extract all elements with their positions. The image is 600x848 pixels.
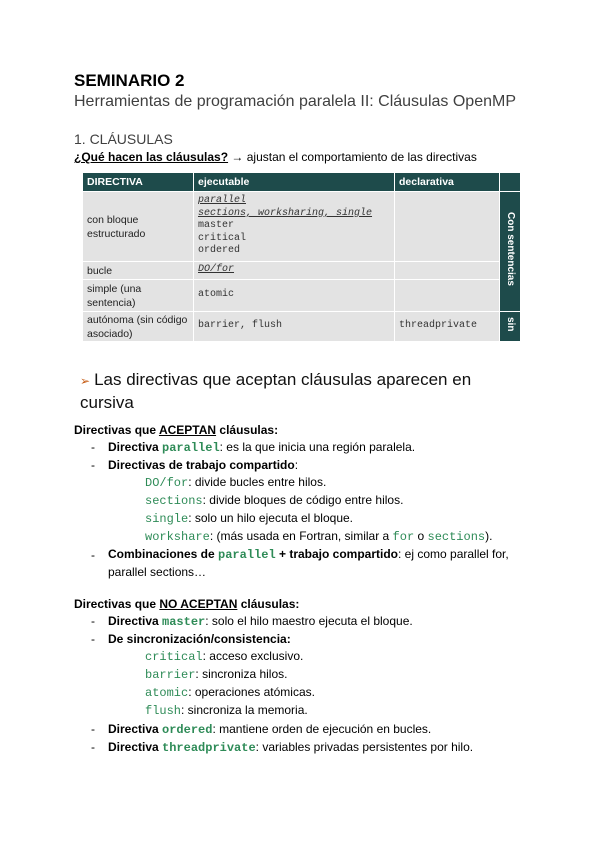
- table-cell-label: simple (una sentencia): [83, 280, 194, 312]
- sub-item-dofor: [145, 474, 326, 492]
- keyword: workshare: [145, 530, 210, 544]
- label-text: Directiva: [108, 440, 163, 454]
- accept-heading: [74, 423, 278, 437]
- list-item-worksharing: [108, 457, 298, 474]
- code-item: sections, worksharing, single: [198, 207, 373, 219]
- table-cell-label: con bloque estructurado: [83, 192, 194, 262]
- table-row: [83, 280, 521, 312]
- table-header-cell: declarativa: [395, 173, 500, 192]
- label-text: Directiva: [108, 722, 163, 736]
- dash-bullet: -: [91, 440, 95, 454]
- table-header-cell: ejecutable: [194, 173, 395, 192]
- label-text: Directiva: [108, 614, 163, 628]
- sub-item-sections: [145, 492, 403, 510]
- table-cell-decl: threadprivate: [395, 312, 500, 342]
- dash-bullet: -: [91, 740, 95, 754]
- table-header-cell: [500, 173, 521, 192]
- label-text: Directiva: [108, 740, 163, 754]
- desc-text: ).: [485, 529, 493, 543]
- dash-bullet: -: [91, 548, 95, 562]
- table-row: [83, 192, 521, 262]
- question-text: ¿Qué hacen las cláusulas?: [74, 150, 229, 164]
- question-answer: → ajustan el comportamiento de las directivas: [228, 150, 477, 164]
- table-cell-exec: [194, 262, 395, 280]
- question-line: [74, 150, 477, 164]
- desc-text: :: [294, 458, 299, 472]
- dash-bullet: -: [91, 632, 95, 646]
- desc-text: : mantiene orden de ejecución en bucles.: [212, 722, 432, 736]
- bullet-text: Las directivas que aceptan cláusulas aparecen en cursiva: [80, 370, 472, 412]
- desc-text: : solo un hilo ejecuta el bloque.: [188, 511, 354, 525]
- heading-underlined: NO ACEPTAN: [159, 597, 238, 611]
- label-text: + trabajo compartido: [275, 547, 398, 561]
- noaccept-heading: [74, 597, 299, 611]
- heading-underlined: ACEPTAN: [158, 423, 217, 437]
- desc-text: : operaciones atómicas.: [188, 685, 315, 699]
- sub-item-critical: [145, 648, 303, 666]
- bullet-note: [80, 369, 520, 413]
- keyword: master: [162, 615, 206, 629]
- desc-text: : acceso exclusivo.: [202, 649, 304, 663]
- dash-bullet: -: [91, 722, 95, 736]
- keyword: atomic: [145, 686, 189, 700]
- code-item: barrier, flush: [198, 320, 283, 332]
- code-item: parallel: [198, 195, 247, 207]
- sub-item-single: [145, 510, 353, 528]
- keyword: sections: [145, 494, 203, 508]
- heading-text: Directivas que: [74, 423, 159, 437]
- desc-text: : ej como parallel for,: [398, 547, 509, 561]
- label-text: :: [286, 632, 291, 646]
- desc-text: : (más usada en Fortran, similar a: [209, 529, 393, 543]
- dash-bullet: -: [91, 614, 95, 628]
- side-label-cell: [500, 192, 521, 312]
- desc-text: parallel sections…: [108, 565, 207, 579]
- label-text: De sincronización/consistencia: [108, 632, 287, 646]
- table-cell-exec: [194, 312, 395, 342]
- keyword: for: [392, 530, 415, 544]
- keyword: threadprivate: [162, 741, 256, 755]
- table-header-cell: DIRECTIVA: [83, 173, 194, 192]
- desc-text: o: [414, 529, 428, 543]
- code-item: critical: [198, 232, 247, 244]
- sub-item-workshare: [145, 528, 492, 546]
- code-item: master: [198, 220, 235, 232]
- keyword: critical: [145, 650, 203, 664]
- keyword: flush: [145, 704, 182, 718]
- table-cell-label: autónoma (sin código asociado): [83, 312, 194, 342]
- keyword: parallel: [162, 441, 220, 455]
- table-cell-exec: [194, 280, 395, 312]
- heading-text: cláusulas:: [216, 423, 279, 437]
- keyword: DO/for: [145, 476, 189, 490]
- keyword: single: [145, 512, 189, 526]
- heading-text: cláusulas:: [237, 597, 300, 611]
- keyword: parallel: [218, 548, 276, 562]
- dash-bullet: -: [91, 458, 95, 472]
- list-item-ordered: [108, 721, 431, 739]
- side-label: Con sentencias: [505, 212, 516, 286]
- desc-text: : divide bloques de código entre hilos.: [202, 493, 404, 507]
- table-cell-decl: [395, 262, 500, 280]
- directives-table: [82, 172, 521, 342]
- desc-text: : solo el hilo maestro ejecuta el bloque.: [205, 614, 413, 628]
- table-row: [83, 262, 521, 280]
- keyword: barrier: [145, 668, 196, 682]
- code-item: DO/for: [198, 264, 235, 276]
- table-cell-decl: [395, 192, 500, 262]
- desc-text: : variables privadas persistentes por hilo.: [255, 740, 474, 754]
- arrow-bullet-icon: ➢: [80, 374, 91, 388]
- desc-text: : sincroniza la memoria.: [181, 703, 308, 717]
- keyword: sections: [427, 530, 486, 544]
- desc-text: : divide bucles entre hilos.: [188, 475, 327, 489]
- label-text: Combinaciones de: [108, 547, 219, 561]
- code-item: ordered: [198, 245, 241, 257]
- code-item: atomic: [198, 289, 235, 301]
- sub-item-barrier: [145, 666, 287, 684]
- table-header-row: [83, 173, 521, 192]
- table-cell-label: bucle: [83, 262, 194, 280]
- table-cell-decl: [395, 280, 500, 312]
- page-subtitle: Herramientas de programación paralela II: Cláusulas OpenMP: [74, 93, 516, 110]
- section-heading: 1. CLÁUSULAS: [74, 131, 173, 147]
- sub-item-flush: [145, 702, 308, 720]
- list-item-threadprivate: [108, 739, 473, 757]
- list-item-combos: [108, 546, 528, 581]
- list-item-master: [108, 613, 413, 631]
- heading-text: Directivas que: [74, 597, 160, 611]
- side-label: sin: [505, 316, 516, 332]
- list-item-parallel: [108, 439, 415, 457]
- desc-text: : es la que inicia una región paralela.: [219, 440, 416, 454]
- side-label-cell: [500, 312, 521, 342]
- label-text: Directivas de trabajo compartido: [108, 458, 295, 472]
- keyword: ordered: [162, 723, 213, 737]
- page-title: SEMINARIO 2: [74, 71, 185, 90]
- sub-item-atomic: [145, 684, 315, 702]
- desc-text: : sincroniza hilos.: [195, 667, 288, 681]
- table-row: [83, 312, 521, 342]
- list-item-sync: [108, 631, 291, 648]
- table-cell-exec: [194, 192, 395, 262]
